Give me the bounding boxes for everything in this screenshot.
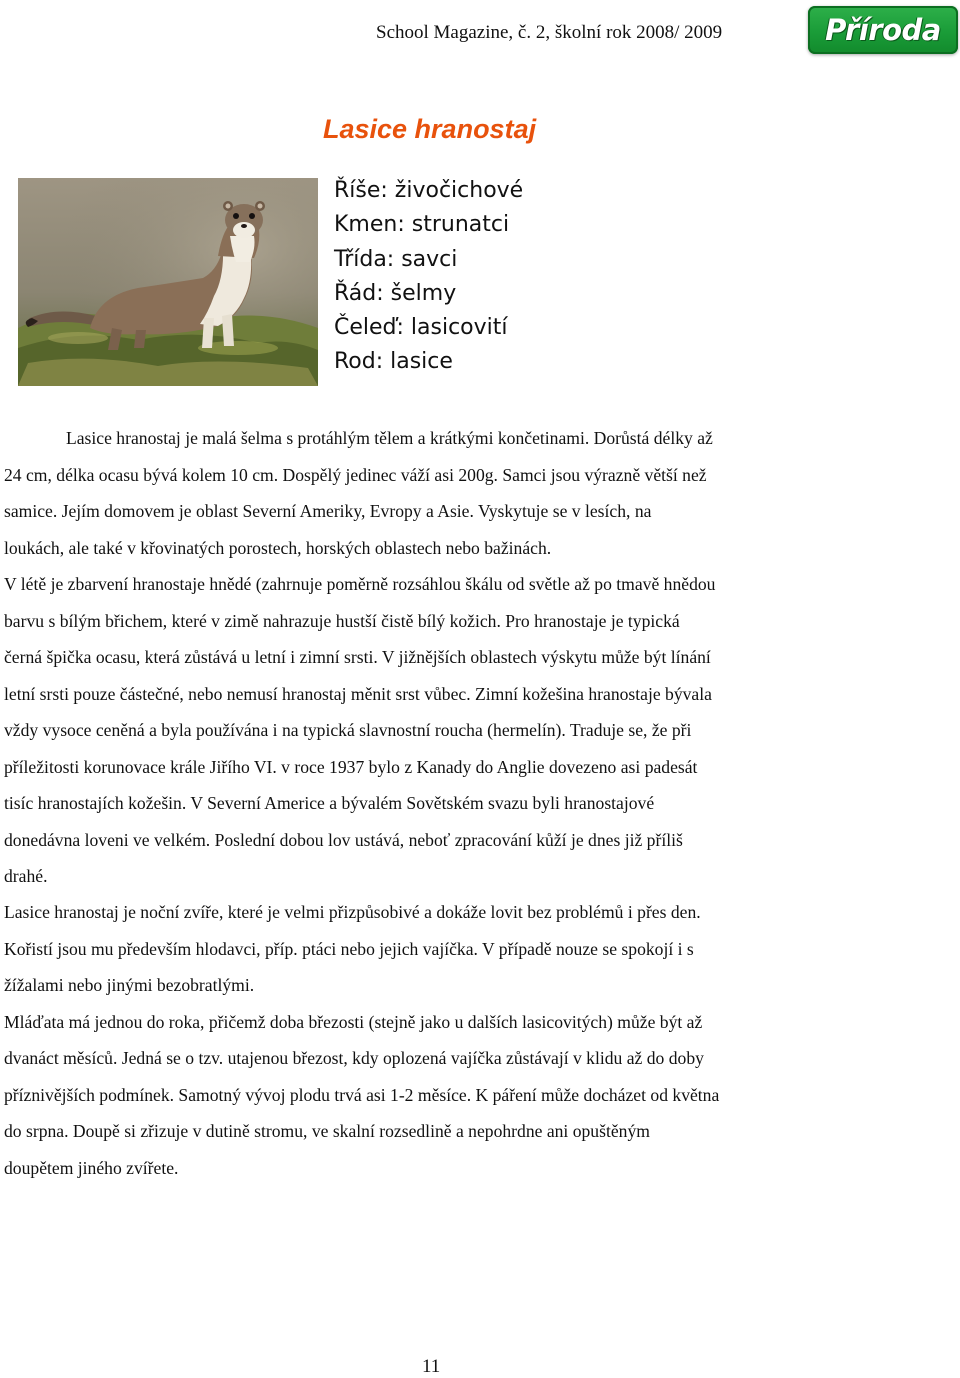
body-line: drahé. (4, 866, 48, 886)
taxonomy-list (334, 174, 523, 380)
body-line: vždy vysoce ceněná a byla používána i na typická slavnostní roucha (hermelín). Traduje se, že při (4, 720, 692, 740)
article-title: Lasice hranostaj (323, 114, 537, 144)
body-line: do srpna. Doupě si zřizuje v dutině stromu, ve skalní rozsedlině a nepohrdne ani opuštěným (4, 1121, 650, 1141)
body-line: příležitosti korunovace krále Jiřího VI. v roce 1937 bylo z Kanady do Anglie dovezeno asi padesát (4, 757, 698, 777)
taxonomy-kingdom: Říše: živočichové (334, 178, 524, 203)
section-badge (808, 6, 958, 54)
taxonomy-family: Čeleď: lasicovití (334, 315, 508, 341)
body-line: žížalami nebo jinými bezobratlými. (4, 975, 255, 995)
body-line: Lasice hranostaj je noční zvíře, které je velmi přizpůsobivé a dokáže lovit bez problémů i přes den. (4, 902, 701, 922)
taxonomy-order: Řád: šelmy (334, 280, 457, 306)
body-line: doupětem jiného zvířete. (4, 1158, 179, 1178)
taxonomy-class: Třída: savci (334, 246, 458, 272)
body-line: dvanáct měsíců. Jedná se o tzv. utajenou březost, kdy oplozená vajíčka zůstávají v klidu až do doby (4, 1048, 704, 1068)
body-line: V létě je zbarvení hranostaje hnědé (zahrnuje poměrně rozsáhlou škálu od světle až po tmavě hnědou (4, 574, 716, 594)
body-line: Lasice hranostaj je malá šelma s protáhlým tělem a krátkými končetinami. Dorůstá délky až (66, 428, 713, 448)
body-line: letní srsti pouze částečné, nebo nemusí hranostaj měnit srst vůbec. Zimní kožešina hranostaje bývala (4, 684, 712, 704)
body-line: samice. Jejím domovem je oblast Severní Ameriky, Evropy a Asie. Vyskytuje se v lesích, na (4, 501, 652, 521)
magazine-header: School Magazine, č. 2, školní rok 2008/ 2009 (376, 22, 723, 43)
body-line: Kořistí jsou mu především hlodavci, příp. ptáci nebo jejich vajíčka. V případě nouze se spokojí i s (4, 939, 694, 959)
body-line: černá špička ocasu, která zůstává u letní i zimní srsti. V jižnějších oblastech výskytu může být línání (4, 647, 711, 667)
taxonomy-genus: Rod: lasice (334, 349, 453, 375)
taxonomy-phylum: Kmen: strunatci (334, 212, 510, 238)
page-number: 11 (422, 1356, 441, 1377)
body-line: loukách, ale také v křovinatých porostech, horských oblastech nebo bažinách. (4, 538, 552, 558)
body-line: donedávna loveni ve velkém. Poslední dobou lov ustává, neboť zpracování kůží je dnes již příliš (4, 830, 683, 850)
section-badge-label: Příroda (825, 13, 941, 47)
body-line: barvu s bílým břichem, které v zimě nahrazuje hustší čistě bílý kožich. Pro hranostaje je typická (4, 611, 680, 631)
body-line: Mláďata má jednou do roka, přičemž doba březosti (stejně jako u dalších lasicovitých) může být až (4, 1012, 703, 1032)
stoat-photo (18, 178, 318, 386)
body-line: tisíc hranostajích kožešin. V Severní Americe a bývalém Sovětském svazu byli hranostajové (4, 793, 655, 813)
body-line: 24 cm, délka ocasu bývá kolem 10 cm. Dospělý jedinec váží asi 200g. Samci jsou výrazně větší než (4, 465, 707, 485)
body-line: příznivějších podmínek. Samotný vývoj plodu trvá asi 1-2 měsíce. K páření může docházet od května (4, 1085, 720, 1105)
